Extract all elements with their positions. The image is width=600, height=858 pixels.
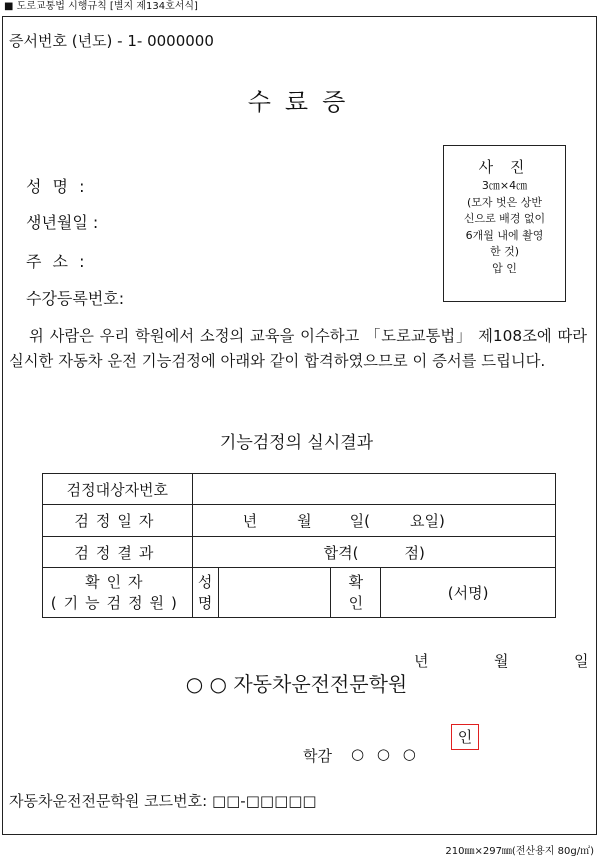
exam-date-year: 년	[242, 512, 258, 530]
exam-date-label: 검정일자	[43, 505, 193, 537]
confirmer-label-line2: (기능검정원)	[50, 593, 184, 612]
name-label-line1: 성	[197, 572, 213, 591]
issue-date-day: 일	[574, 652, 589, 670]
exam-date-month: 월	[297, 512, 312, 530]
name-label	[192, 568, 218, 618]
body-text: 위 사람은 우리 학원에서 소정의 교육을 이수하고 「도로교통법」 제108조에 따라 실시한 자동차 운전 기능검정에 아래와 같이 합격하였으므로 이 증서를 드립니다.	[9, 327, 587, 370]
photo-box	[443, 145, 566, 302]
photo-line: 신으로 배경 없이	[463, 212, 546, 225]
confirmer-label-line1: 확인자	[85, 572, 150, 591]
head-of-school-name: ○ ○ ○	[351, 745, 420, 763]
target-number-cell[interactable]	[192, 474, 555, 505]
photo-line: (모자 벗은 상반	[466, 195, 543, 209]
exam-date-weekday: 요일)	[410, 512, 445, 530]
table-row	[43, 537, 556, 568]
photo-line: 한 것)	[489, 245, 520, 258]
issue-date-year: 년	[414, 652, 429, 670]
exam-result-pass: 합격(	[323, 543, 359, 562]
results-table	[42, 473, 556, 618]
certificate-number: 증서번호 (년도) - 1- 0000000	[9, 32, 214, 50]
field-name-label: 성 명 :	[26, 177, 88, 196]
signature-cell[interactable]: (서명)	[381, 568, 556, 618]
field-birthdate-label: 생년월일 :	[26, 213, 99, 232]
field-registration-label: 수강등록번호:	[26, 289, 125, 308]
examiner-name-cell[interactable]	[218, 568, 331, 618]
form-header: ■ 도로교통법 시행규칙 [별지 제134호서식]	[4, 1, 198, 12]
confirm-label-line2: 인	[348, 593, 364, 612]
photo-line: 6개월 내에 촬영	[465, 228, 544, 242]
photo-title: 사 진	[478, 158, 531, 176]
confirmer-label	[43, 568, 193, 618]
exam-date-day: 일(	[349, 512, 370, 530]
exam-result-label: 검정결과	[43, 537, 193, 568]
exam-date-cell[interactable]	[192, 505, 555, 537]
photo-size: 3㎝×4㎝	[481, 179, 528, 192]
exam-result-cell[interactable]	[192, 537, 555, 568]
photo-stamp: 압 인	[492, 261, 517, 275]
confirm-label-line1: 확	[348, 572, 364, 591]
seal-box: 인	[451, 724, 479, 750]
field-address-label: 주 소 :	[26, 252, 88, 271]
results-title: 기능검정의 실시결과	[219, 433, 374, 453]
name-label-line2: 명	[197, 593, 213, 612]
table-row	[43, 474, 556, 505]
academy-code: 자동차운전전문학원 코드번호: □□-□□□□□	[9, 792, 317, 810]
certificate-frame	[2, 16, 597, 835]
paper-spec: 210㎜×297㎜(전산용지 80g/㎡)	[445, 846, 594, 857]
head-of-school-label: 학감	[303, 747, 332, 765]
certificate-body	[9, 324, 587, 374]
certificate-title: 수료증	[247, 88, 360, 116]
target-number-label: 검정대상자번호	[43, 474, 193, 505]
table-row	[43, 568, 556, 618]
confirm-label	[331, 568, 381, 618]
issue-date-month: 월	[494, 652, 509, 670]
exam-result-points: 점)	[404, 543, 425, 562]
table-row	[43, 505, 556, 537]
academy-name: ○ ○ 자동차운전전문학원	[185, 672, 408, 696]
